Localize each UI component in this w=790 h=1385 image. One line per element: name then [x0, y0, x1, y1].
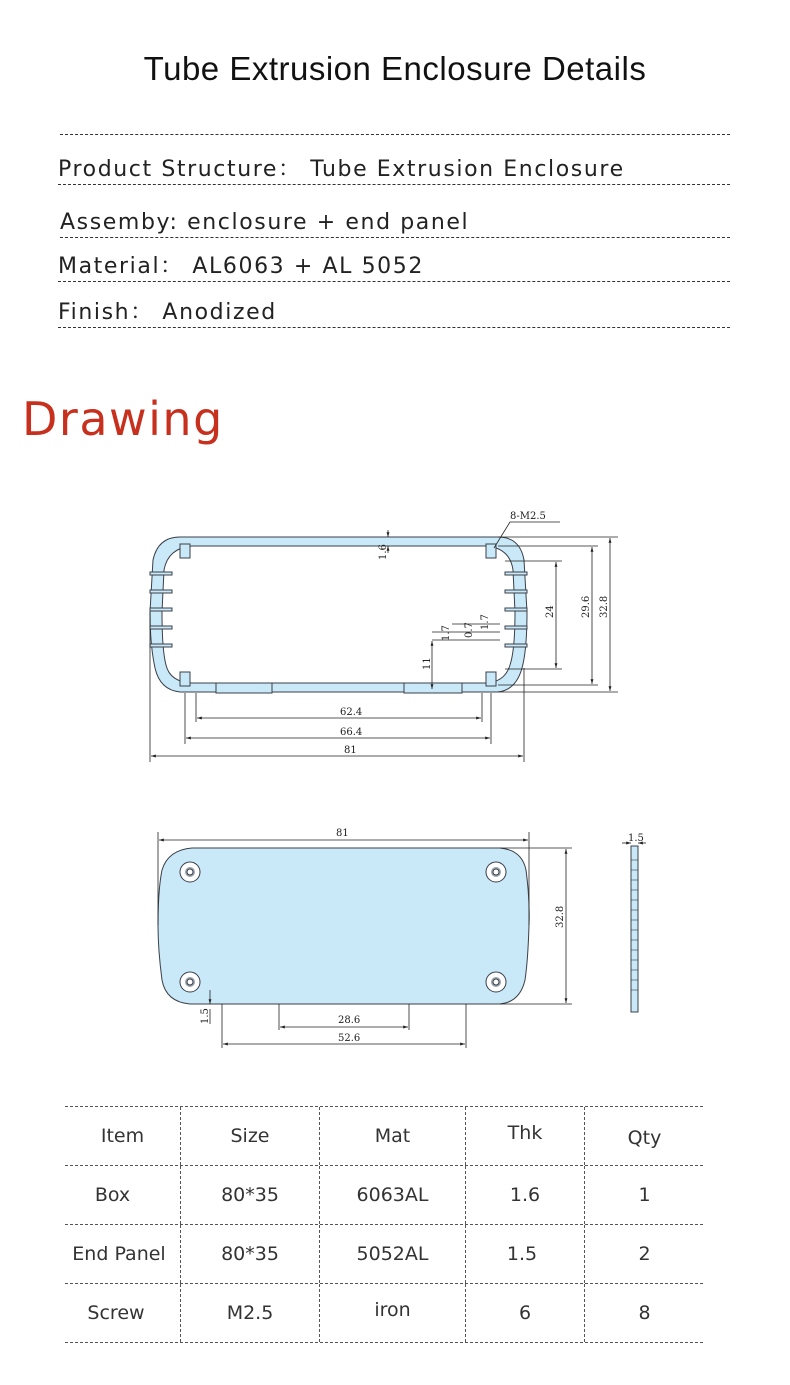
table-header-thk: Thk	[465, 1107, 584, 1165]
profile-screw-boss-bl	[180, 672, 190, 686]
spec-material: Material： AL6063 + AL 5052	[58, 253, 730, 282]
dim-w-66-4: 66.4	[340, 727, 363, 738]
dim-h-32-8: 32.8	[599, 595, 610, 618]
dim-slot-a: 1.7	[441, 625, 452, 641]
spec-product-structure: Product Structure： Tube Extrusion Enclosure	[58, 156, 730, 185]
dim-slot-b: 0.7	[464, 622, 475, 638]
table-cell-size: M2.5	[180, 1284, 319, 1342]
table-cell-mat: 5052AL	[319, 1225, 465, 1283]
table-cell-size: 80*35	[180, 1225, 319, 1283]
table-row	[65, 1165, 703, 1224]
spec-finish: Finish： Anodized	[58, 299, 730, 328]
dim-panel-tab: 1.5	[200, 1008, 211, 1024]
table-header-row	[65, 1106, 703, 1165]
dim-w-81: 81	[344, 745, 357, 756]
dim-h-29-6: 29.6	[581, 595, 592, 618]
table-cell-size: 80*35	[180, 1166, 319, 1224]
dim-panel-w-52-6: 52.6	[338, 1033, 361, 1044]
table-cell-thk: 1.5	[465, 1225, 578, 1283]
table-header-item: Item	[100, 1125, 145, 1147]
profile-screw-boss-br	[486, 672, 496, 686]
dim-thread: 8-M2.5	[510, 511, 546, 522]
table-cell-mat: 6063AL	[319, 1166, 465, 1224]
table-header-qty: Qty	[584, 1107, 704, 1165]
table-cell-qty: 8	[584, 1284, 704, 1342]
spec-table	[65, 1106, 703, 1343]
profile-screw-boss-tr	[486, 544, 496, 558]
drawing-heading: Drawing	[22, 392, 224, 446]
profile-bottom-boss-right	[404, 683, 462, 693]
table-row	[65, 1283, 703, 1343]
table-row	[65, 1224, 703, 1283]
end-panel-side-view	[622, 843, 646, 1012]
profile-bottom-boss-left	[216, 683, 272, 693]
end-panel	[158, 848, 529, 1004]
dim-panel-h: 32.8	[555, 905, 566, 928]
profile-screw-boss-tl	[180, 544, 190, 558]
table-cell-qty: 1	[584, 1166, 704, 1224]
dim-h-24: 24	[545, 605, 556, 618]
dim-panel-w-81: 81	[336, 828, 349, 839]
table-cell-thk: 1.6	[465, 1166, 584, 1224]
table-cell-item: End Panel	[72, 1243, 166, 1265]
dim-side-thk: 1.5	[628, 833, 644, 844]
spec-assembly: Assemby: enclosure + end panel	[60, 209, 730, 238]
dim-wall: 1.6	[378, 544, 389, 560]
table-cell-mat: iron	[319, 1284, 465, 1342]
dim-slot-h: 11	[422, 657, 433, 670]
table-cell-thk: 6	[465, 1284, 584, 1342]
dim-w-62-4: 62.4	[340, 707, 363, 718]
table-header-size: Size	[180, 1107, 319, 1165]
end-panel-body	[158, 848, 529, 1004]
table-header-mat: Mat	[319, 1107, 465, 1165]
page-title: Tube Extrusion Enclosure Details	[143, 50, 647, 87]
table-cell-qty: 2	[584, 1225, 704, 1283]
dim-panel-w-28-6: 28.6	[338, 1015, 361, 1026]
table-cell-item: Box	[94, 1184, 131, 1206]
profile-inner-cavity	[162, 546, 515, 683]
extrusion-profile	[150, 537, 527, 693]
dim-slot-c: 1.7	[480, 614, 491, 630]
table-cell-item: Screw	[87, 1302, 145, 1324]
